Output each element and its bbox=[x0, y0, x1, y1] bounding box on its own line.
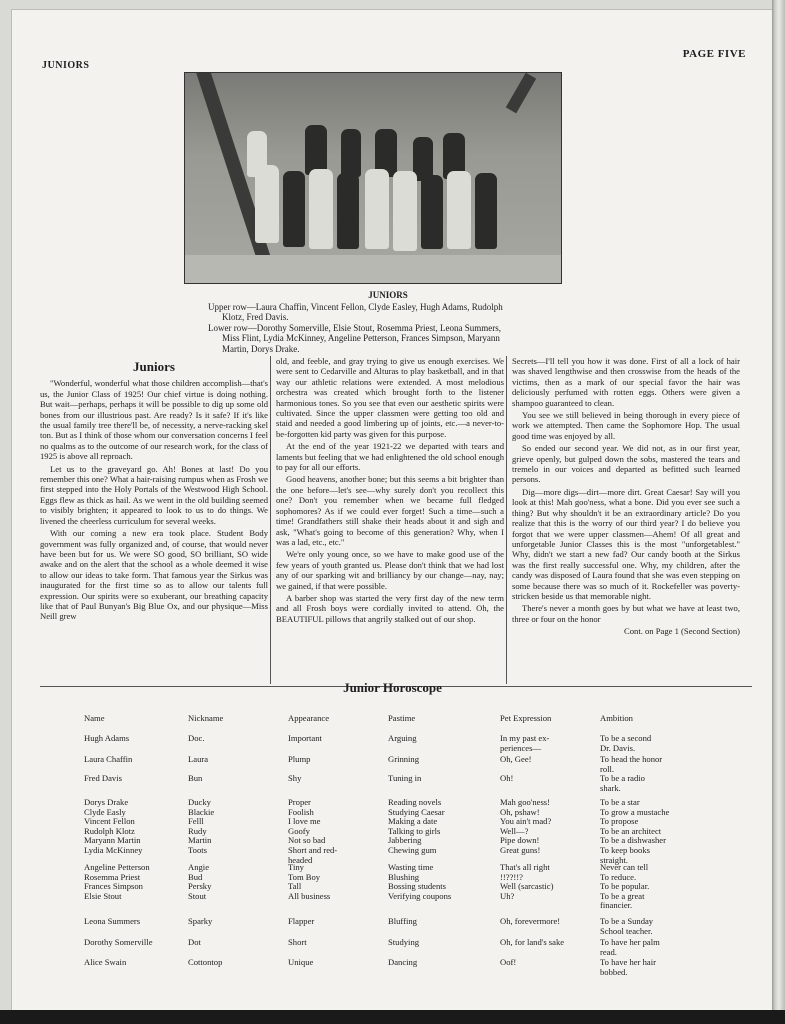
article-paragraph: "Wonderful, wonderful what those children accomplish—that's us, the Junior Class of 1925! Our chief virtue is doing nothing. But wait—perhaps, perhaps it will be possible to dig up some old bones from our illustrious past. Are ready? Is it safe? If it's like the usual family tree there'll be, of necessity, a nerve-racking skel ton. But as I think of those whom our conversation concerns I feel no qualms as to the outcome of our research work, for the class of 1925 is above all reproach. bbox=[40, 378, 268, 462]
horoscope-nickname: Cottontop bbox=[188, 957, 223, 967]
horoscope-pastime: Tuning in bbox=[388, 773, 422, 783]
article-paragraph: old, and feeble, and gray trying to give us enough exercises. We were sent to Cedarville and Alturas to play basketball, and in that way our athletic relations were extended. A most melodious orchestra was created which brought forth to the listener harmonious tones. So you see that even our aesthetic spirits were cultivated. Since the upper classmen were getting too old and staid and needed a good limbering up of joints, etc.—a never-to-be-forgotten kid party was given for this purpose. bbox=[276, 356, 504, 439]
horoscope-ambition: To be a star To grow a mustache To propose To be an architect To be a dishwasher To keep books straight. bbox=[600, 797, 670, 865]
article-paragraph: With our coming a new era took place. Student Body government was fully organized and, of course, that would never have been but for us. We were SO good, SO brilliant, SO wide awake and on the alert that the school as a whole deemed it wise to allow our ideas to take form. That famous year the Sirkus was inaugurated for the first time so as to allow our talents full expression. Our spirits were so exuberant, our breathing capacity like that of Paul Bunyan's Big Blue Ox, and our physique—Miss Neill grew bbox=[40, 528, 268, 622]
horoscope-pet-expression: Oh! bbox=[500, 773, 514, 783]
horoscope-pastime: Bluffing bbox=[388, 916, 417, 926]
horoscope-pastime: Dancing bbox=[388, 957, 418, 967]
horoscope-pastime: Arguing bbox=[388, 733, 417, 743]
horoscope-nickname: Ducky Blackie Felll Rudy Martin Toots bbox=[188, 797, 215, 855]
horoscope-nickname: Angie Bud Persky Stout bbox=[188, 862, 212, 901]
horoscope-ambition: To have her hair bobbed. bbox=[600, 957, 656, 977]
horoscope-appearance: Flapper bbox=[288, 916, 315, 926]
horoscope-pet-expression: Mah goo'ness! Oh, pshaw! You ain't mad? Well—? Pipe down! Great guns! bbox=[500, 797, 552, 855]
horoscope-title: Junior Horoscope bbox=[343, 680, 442, 695]
article-paragraph: Good heavens, another bone; but this seems a bit brighter than the one before—let's see—why surely don't you recollect this one? Don't you remember when we became full fledged sophomores? As if we could ever forget! Such a time—such a time! Grandfathers still shake their heads about it and sigh and ask, "What's going to become of this generation? Why, when I was a lad, etc., etc." bbox=[276, 474, 504, 547]
horoscope-nickname: Sparky bbox=[188, 916, 213, 926]
continued-note: Cont. on Page 1 (Second Section) bbox=[624, 626, 740, 637]
column-rule bbox=[270, 356, 271, 684]
horoscope-name: Dorothy Somerville bbox=[84, 937, 153, 947]
horoscope-pastime: Wasting time Blushing Bossing students Verifying coupons bbox=[388, 862, 452, 901]
horoscope-appearance: Proper Foolish I love me Goofy Not so bad Short and red- headed bbox=[288, 797, 338, 865]
horoscope-appearance: Unique bbox=[288, 957, 314, 967]
caption-line: Lower row—Dorothy Somerville, Elsie Stout, Rosemma Priest, Leona Summers, bbox=[208, 322, 501, 333]
horoscope-ambition: To have her palm read. bbox=[600, 937, 660, 957]
header-name: Name bbox=[84, 713, 105, 723]
article-paragraph: Let us to the graveyard go. Ah! Bones at last! Do you remember this one? What a hair-raising rumpus when as Frosh we first stepped into the Holy Portals of the Westwood High School. Eggs flew as thick as hail. As we went in the old building seemed to visibly brighten; it appeared to look to us to do things. We livened the cheerless curriculum for several weeks. bbox=[40, 463, 268, 526]
horoscope-pet-expression: Oh, Gee! bbox=[500, 754, 532, 764]
horoscope-pastime: Studying bbox=[388, 937, 420, 947]
header-pet-expression: Pet Expression bbox=[500, 713, 552, 723]
article-paragraph: So ended our second year. We did not, as in our first year, grieve openly, but gulped down the sobs, mastered the tears and tremelo in our voices and departed as befitted such learned persons. bbox=[512, 443, 740, 485]
horoscope-ambition: To be a Sunday School teacher. bbox=[600, 916, 654, 936]
header-ambition: Ambition bbox=[600, 713, 633, 723]
horoscope-appearance: Important bbox=[288, 733, 322, 743]
class-photo bbox=[184, 72, 562, 284]
caption-line: Martin, Dorys Drake. bbox=[222, 343, 300, 354]
horoscope-name: Dorys Drake Clyde Easly Vincent Fellon Rudolph Klotz Maryann Martin Lydia McKinney bbox=[84, 797, 143, 855]
horoscope-name: Angeline Petterson Rosemma Priest Frances Simpson Elsie Stout bbox=[84, 862, 150, 901]
horoscope-ambition: To be a second Dr. Davis. bbox=[600, 733, 652, 753]
header-nickname: Nickname bbox=[188, 713, 224, 723]
article-title: Juniors bbox=[133, 359, 175, 374]
horoscope-name: Leona Summers bbox=[84, 916, 141, 926]
article-paragraph: A barber shop was started the very first day of the new term and all Frosh boys were cordially invited to attend. Oh, the BEAUTIFUL pillows that angrily stalked out of our shop. bbox=[276, 592, 504, 624]
column-rule bbox=[506, 356, 507, 684]
article-paragraph: Dig—more digs—dirt—more dirt. Great Caesar! Say will you look at this! Mah goo'ness, what a bone. Did you ever see such a thing? But why shouldn't it be an extraordinary article? Do you realize that this is the worry of our third year? I do believe you forgot that we were upper classmen—Ahem! Of all great and unforgetable Junior Classes this is the most "unforgetablest." Why, didn't we start a new fad? Our candy booth at the Sirkus was the first really successful one. Why, my children, after the candy was disposed of Laura found that she was even stepping on some because there was so much of it. Rockefeller was poverty-stricken beside us that memorable night. bbox=[512, 486, 740, 601]
horoscope-nickname: Doc. bbox=[188, 733, 205, 743]
horoscope-ambition: To be a radio shark. bbox=[600, 773, 645, 793]
article-column-3 bbox=[512, 356, 740, 682]
header-appearance: Appearance bbox=[288, 713, 330, 723]
horoscope-pet-expression: In my past ex- periences— bbox=[500, 733, 550, 753]
header-pastime: Pastime bbox=[388, 713, 416, 723]
caption-line: Miss Flint, Lydia McKinney, Angeline Petterson, Frances Simpson, Maryann bbox=[222, 333, 500, 343]
horoscope-nickname: Bun bbox=[188, 773, 203, 783]
caption-line: Klotz, Fred Davis. bbox=[222, 312, 289, 322]
article-column-2 bbox=[276, 356, 504, 682]
horoscope-pet-expression: Oof! bbox=[500, 957, 517, 967]
running-header-left: JUNIORS bbox=[42, 60, 90, 71]
article-paragraph: At the end of the year 1921-22 we departed with tears and laments but feeling that we had enlightened the old school enough to pay for all our efforts. bbox=[276, 441, 504, 473]
horoscope-name: Laura Chaffin bbox=[84, 754, 133, 764]
horoscope-pastime: Grinning bbox=[388, 754, 420, 764]
horoscope-pastime: Reading novels Studying Caesar Making a date Talking to girls Jabbering Chewing gum bbox=[388, 797, 445, 855]
article-paragraph: You see we still believed in being thorough in every piece of work we attempted. Then came the Sophomore Hop. The usual good time was enjoyed by all. bbox=[512, 410, 740, 441]
caption-title: JUNIORS bbox=[368, 290, 408, 300]
horoscope-pet-expression: That's all right !!??!!? Well (sarcastic) Uh? bbox=[500, 862, 554, 901]
horoscope-nickname: Dot bbox=[188, 937, 201, 947]
horoscope-name: Alice Swain bbox=[84, 957, 127, 967]
horoscope-nickname: Laura bbox=[188, 754, 209, 764]
page-number: PAGE FIVE bbox=[682, 48, 746, 60]
horoscope-appearance: Shy bbox=[288, 773, 302, 783]
article-paragraph: We're only young once, so we have to make good use of the few years of youth granted us. Please don't think that we had lost any of our sparking wit and brilliancy by our change—nay, nay; we gained, if that were possible. bbox=[276, 549, 504, 591]
article-column-1 bbox=[40, 356, 268, 682]
horoscope-pet-expression: Oh, for land's sake bbox=[500, 937, 565, 947]
horoscope-ambition: Never can tell To reduce. To be popular. To be a great financier. bbox=[600, 862, 650, 911]
horoscope-appearance: Short bbox=[288, 937, 307, 947]
caption-line: Upper row—Laura Chaffin, Vincent Fellon, Clyde Easley, Hugh Adams, Rudolph bbox=[208, 301, 503, 312]
scan-edge bbox=[772, 0, 785, 1024]
photo-caption bbox=[208, 290, 568, 354]
article-paragraph: Secrets—I'll tell you how it was done. First of all a lock of hair was shaved lengthwise and then crosswise from the heads of the victims, then as a mark of our special favor the hair was deliciously perfumed with rotten eggs. Others were given a shampoo guaranteed to clean. bbox=[512, 356, 740, 408]
scan-border bbox=[0, 1010, 785, 1024]
horoscope-ambition: To head the honor roll. bbox=[600, 754, 663, 774]
article-paragraph: There's never a month goes by but what we have at least two, three or four on the honor bbox=[512, 603, 740, 624]
horoscope-name: Fred Davis bbox=[84, 773, 122, 783]
horoscope-appearance: Tiny Tom Boy Tall All business bbox=[288, 862, 331, 901]
horoscope-appearance: Plump bbox=[288, 754, 311, 764]
horoscope-pet-expression: Oh, forevermore! bbox=[500, 916, 561, 926]
horoscope-name: Hugh Adams bbox=[84, 733, 130, 743]
